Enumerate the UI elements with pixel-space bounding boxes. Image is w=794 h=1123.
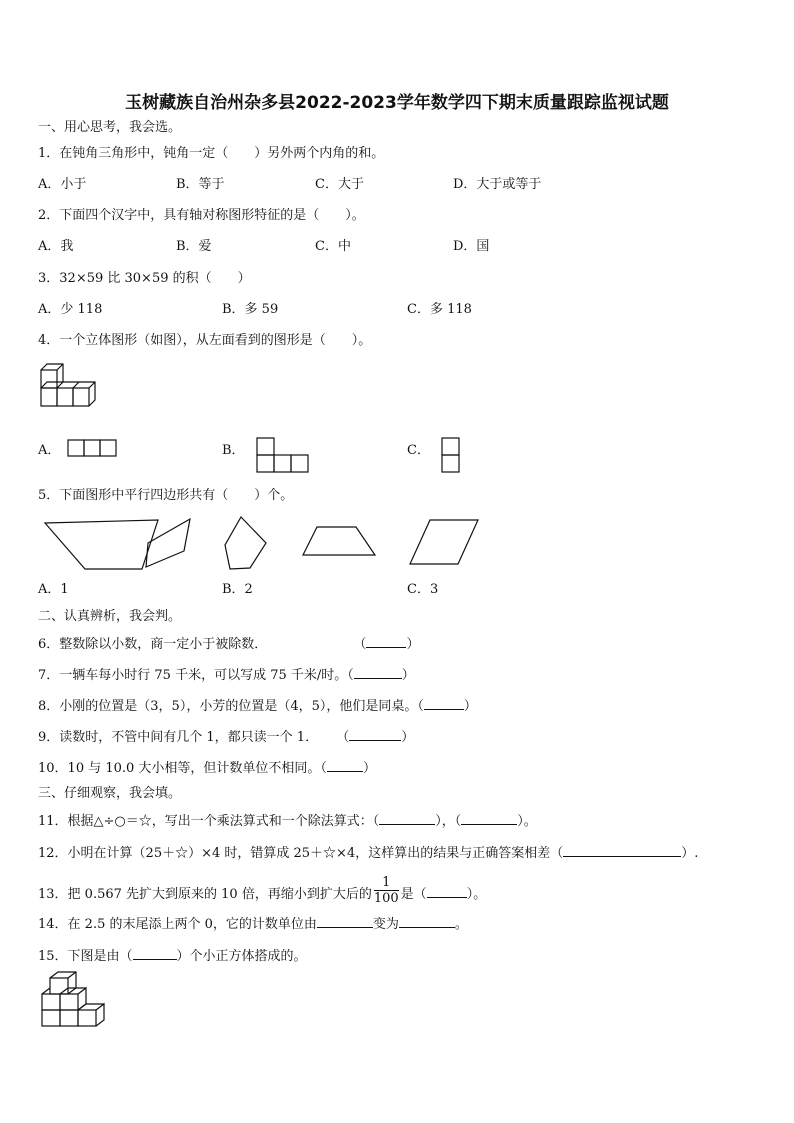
- q5-option-a[interactable]: A．1: [38, 582, 69, 597]
- q8-answer-blank[interactable]: [424, 697, 464, 710]
- question-3-stem: 3．32×59 比 30×59 的积（ ）: [38, 271, 251, 286]
- q4-option-a-figure: [68, 440, 120, 458]
- q12-answer-blank[interactable]: [563, 844, 681, 857]
- section-1-heading: 一、用心思考，我会选。: [38, 120, 182, 135]
- q15-cube-stack-figure: [42, 982, 112, 1032]
- q5-shape-parallelogram-tilted: [146, 519, 190, 567]
- q4-option-c[interactable]: C．: [407, 443, 430, 458]
- q5-shape-pentagon: [225, 517, 266, 569]
- q5-shape-trapezoid: [303, 527, 375, 555]
- q11-multiplication-blank[interactable]: [379, 812, 435, 825]
- q5-shapes-figure: [40, 515, 480, 575]
- q2-option-c[interactable]: C．中: [315, 239, 351, 254]
- q7-answer-blank[interactable]: [354, 666, 402, 679]
- q15-answer-blank[interactable]: [133, 947, 177, 960]
- question-15: 15．下图是由（ ）个小正方体搭成的。: [38, 949, 307, 964]
- q5-option-c[interactable]: C．3: [407, 582, 439, 597]
- q4-option-b-figure: [257, 438, 313, 476]
- q13-answer-blank[interactable]: [427, 885, 467, 898]
- q3-option-a[interactable]: A．少 118: [38, 302, 103, 317]
- question-1-stem: 1．在钝角三角形中，钝角一定（ ）另外两个内角的和。: [38, 146, 385, 161]
- question-13: 13．把 0.567 先扩大到原来的 10 倍，再缩小到扩大后的 $\frac{1}{100}$ 是（ ）。: [38, 875, 487, 906]
- q10-answer-blank[interactable]: [327, 759, 363, 772]
- q9-answer-blank[interactable]: [349, 728, 401, 741]
- question-14: 14．在 2.5 的末尾添上两个 0，它的计数单位由 变为 。: [38, 917, 468, 932]
- q11-division-blank[interactable]: [461, 812, 517, 825]
- question-10: 10．10 与 10.0 大小相等，但计数单位不相同。（ ）: [38, 761, 376, 776]
- section-3-heading: 三、仔细观察，我会填。: [38, 786, 182, 801]
- q2-option-a[interactable]: A．我: [38, 239, 74, 254]
- q4-option-b[interactable]: B．: [222, 443, 245, 458]
- question-4-stem: 4．一个立体图形（如图），从左面看到的图形是（ ）。: [38, 333, 372, 348]
- question-7: 7．一辆车每小时行 75 千米，可以写成 75 千米/时。（ ）: [38, 668, 415, 683]
- section-2-heading: 二、认真辨析，我会判。: [38, 609, 182, 624]
- q4-solid-figure: [41, 370, 101, 410]
- q3-option-b[interactable]: B．多 59: [222, 302, 279, 317]
- q6-answer-blank[interactable]: [366, 635, 406, 648]
- question-6: 6．整数除以小数，商一定小于被除数． （ ）: [38, 637, 420, 652]
- question-5-stem: 5．下面图形中平行四边形共有（ ）个。: [38, 488, 294, 503]
- question-12: 12．小明在计算（25＋☆）×4 时，错算成 25＋☆×4，这样算出的结果与正确答案相差（ ）.: [38, 846, 699, 861]
- question-9: 9．读数时，不管中间有几个 1，都只读一个 1． （ ）: [38, 730, 415, 745]
- question-11: 11．根据△÷○＝☆，写出一个乘法算式和一个除法算式：（ ），（ ）。: [38, 814, 537, 829]
- q1-option-b[interactable]: B．等于: [176, 177, 225, 192]
- q1-option-a[interactable]: A．小于: [38, 177, 87, 192]
- q5-shape-parallelogram: [410, 520, 478, 564]
- q2-option-d[interactable]: D．国: [453, 239, 490, 254]
- q4-option-a[interactable]: A．: [38, 443, 61, 458]
- q3-option-c[interactable]: C．多 118: [407, 302, 472, 317]
- q1-option-d[interactable]: D．大于或等于: [453, 177, 542, 192]
- q5-option-b[interactable]: B．2: [222, 582, 253, 597]
- q14-to-blank[interactable]: [399, 915, 455, 928]
- q13-fraction: $\frac{1}{100}$: [373, 875, 399, 906]
- page-title: 玉树藏族自治州杂多县2022-2023学年数学四下期末质量跟踪监视试题: [125, 93, 669, 113]
- q1-option-c[interactable]: C．大于: [315, 177, 364, 192]
- q14-from-blank[interactable]: [317, 915, 373, 928]
- q2-option-b[interactable]: B．爱: [176, 239, 212, 254]
- question-2-stem: 2．下面四个汉字中，具有轴对称图形特征的是（ ）。: [38, 208, 365, 223]
- q5-shape-trapezoid-right: [45, 520, 158, 569]
- question-8: 8．小刚的位置是（3，5），小芳的位置是（4，5），他们是同桌。（ ）: [38, 699, 477, 714]
- q4-option-c-figure: [442, 438, 462, 476]
